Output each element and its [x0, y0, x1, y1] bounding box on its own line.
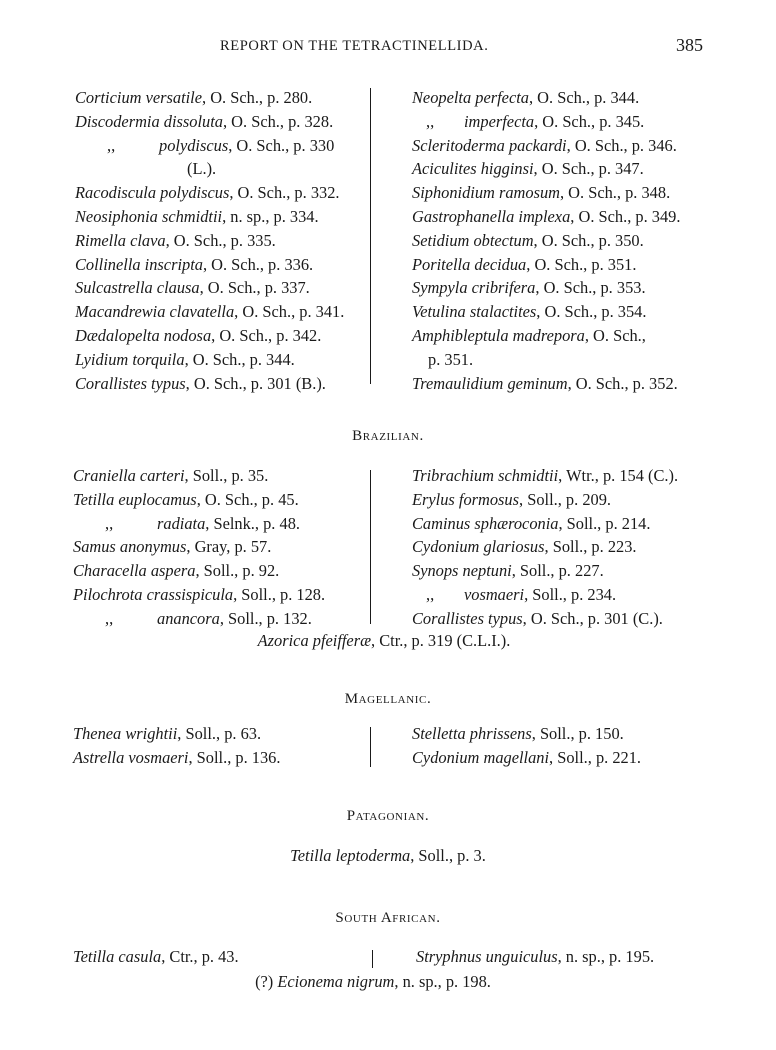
species-reference: , Soll., p. 63.: [177, 724, 262, 743]
species-reference: , O. Sch., p. 301 (B.).: [185, 373, 326, 393]
species-name: Gastrophanella implexa: [412, 206, 571, 226]
species-reference: , O. Sch.,: [584, 325, 646, 345]
index-entry: [75, 181, 375, 205]
species-reference: , O. Sch., p. 349.: [570, 206, 681, 226]
species-name: Lyidium torquila: [75, 349, 185, 369]
ditto-mark: ,,: [107, 135, 116, 155]
ditto-mark: ,,: [105, 608, 114, 628]
index-entry: [412, 372, 722, 396]
species-reference: , Soll., p. 136.: [188, 747, 281, 767]
species-reference: , Soll., p. 234.: [524, 584, 617, 604]
query-prefix: (?): [255, 972, 278, 991]
species-name: Cydonium glariosus: [412, 537, 545, 557]
species-reference: , Soll., p. 214.: [558, 513, 651, 533]
index-entry: [75, 205, 375, 229]
species-name: Corallistes typus: [75, 373, 186, 393]
species-reference: , Soll., p. 227.: [511, 561, 604, 581]
index-entry: [412, 110, 722, 134]
index-entry: [412, 559, 732, 583]
species-reference: , O. Sch., p. 347.: [533, 159, 644, 179]
index-entry: [75, 86, 375, 110]
brazilian-right-column: [412, 464, 732, 631]
species-name: Collinella inscripta: [75, 254, 203, 274]
species-name: Cydonium magellani: [412, 747, 550, 767]
magellanic-right-column: [412, 722, 712, 770]
section-heading-patagonian: Patagonian.: [346, 808, 430, 824]
species-name: vosmaeri: [464, 584, 525, 604]
index-entry: [73, 535, 373, 559]
index-entry: [412, 134, 722, 158]
species-reference: , Ctr., p. 319 (C.L.I.).: [371, 631, 511, 650]
species-name: Tetilla euplocamus: [73, 489, 197, 509]
index-entry: [412, 348, 722, 372]
index-entry: [73, 722, 373, 746]
species-name: Synops neptuni: [412, 561, 512, 581]
index-entry: [412, 722, 712, 746]
species-reference: , O. Sch., p. 346.: [566, 135, 677, 155]
index-entry: [73, 559, 373, 583]
section-heading-magellanic: Magellanic.: [344, 691, 432, 707]
species-reference: , O. Sch., p. 45.: [196, 489, 299, 509]
species-name: Dædalopelta nodosa: [75, 325, 212, 345]
species-reference: , Soll., p. 221.: [549, 747, 642, 767]
page-header: [0, 35, 776, 60]
ditto-mark: ,,: [426, 584, 435, 604]
section-heading-brazilian: Brazilian.: [352, 428, 424, 444]
index-entry: [75, 372, 375, 396]
species-name: Aciculites higginsi: [412, 159, 534, 179]
species-reference: , Selnk., p. 48.: [205, 513, 300, 533]
species-reference: , Ctr., p. 43.: [161, 947, 239, 966]
species-reference: , O. Sch., p. 280.: [202, 88, 313, 107]
index-entry: [412, 535, 732, 559]
index-entry: [73, 464, 373, 488]
index-entry: [412, 205, 722, 229]
species-name: Stelletta phrissens: [412, 724, 532, 743]
index-entry: [75, 253, 375, 277]
index-entry: [412, 300, 722, 324]
index-entry: [412, 253, 722, 277]
index-entry: [75, 348, 375, 372]
species-reference: , O. Sch., p. 336.: [202, 254, 314, 274]
species-name: Thenea wrightii: [73, 724, 178, 743]
species-reference: , n. sp., p. 195.: [557, 947, 655, 966]
species-reference: , O. Sch., p. 330: [228, 135, 335, 155]
species-reference: , O. Sch., p. 354.: [536, 302, 647, 322]
species-name: Azorica pfeifferæ: [257, 631, 372, 650]
column-divider: [370, 470, 371, 624]
species-reference: , n. sp., p. 198.: [394, 972, 491, 991]
index-entry: [73, 512, 373, 536]
ditto-mark: ,,: [105, 513, 114, 533]
species-reference: , O. Sch., p. 341.: [234, 302, 345, 322]
species-reference: , Wtr., p. 154 (C.).: [558, 466, 679, 485]
species-name: polydiscus: [159, 135, 229, 155]
brazilian-centered-entry: [0, 629, 772, 653]
entry-continuation: (L.).: [187, 159, 217, 179]
brazilian-left-column: [73, 464, 373, 631]
index-entry: [73, 488, 373, 512]
index-entry: [412, 488, 732, 512]
species-name: Rimella clava: [75, 230, 166, 250]
ditto-mark: ,,: [426, 111, 435, 131]
index-entry: [412, 157, 722, 181]
column-divider: [370, 88, 371, 384]
species-name: Corallistes typus: [412, 608, 523, 628]
species-reference: , Soll., p. 223.: [544, 537, 637, 557]
species-reference: , Soll., p. 132.: [219, 608, 312, 628]
species-name: anancora: [157, 608, 220, 628]
species-name: Tetilla casula: [73, 947, 162, 966]
species-name: Caminus sphæroconia: [412, 513, 559, 533]
species-name: Neosiphonia schmidtii: [75, 206, 223, 226]
index-entry: [75, 300, 375, 324]
south-african-centered-entry: [0, 970, 761, 994]
species-name: radiata: [157, 513, 206, 533]
species-name: Tribrachium schmidtii: [412, 466, 559, 485]
species-name: Racodiscula polydiscus: [75, 183, 230, 203]
index-entry: [75, 229, 375, 253]
species-name: Corticium versatile: [75, 88, 203, 107]
species-name: Pilochrota crassispicula: [73, 584, 234, 604]
index-entry: [412, 746, 712, 770]
species-reference: , Soll., p. 92.: [195, 561, 280, 581]
patagonian-centered-entry: [0, 844, 776, 868]
magellanic-left-column: [73, 722, 373, 770]
species-reference: , Soll., p. 128.: [233, 584, 326, 604]
south-african-right-entry: [416, 945, 716, 969]
index-entry: [75, 110, 375, 134]
index-entry: [75, 324, 375, 348]
species-reference: , Gray, p. 57.: [186, 537, 272, 557]
species-name: Erylus formosus: [412, 489, 520, 509]
species-reference: , O. Sch., p. 348.: [559, 183, 671, 203]
top-right-column: [412, 86, 722, 395]
index-entry: [73, 583, 373, 607]
species-name: Tremaulidium geminum: [412, 373, 568, 393]
species-name: Characella aspera: [73, 561, 196, 581]
index-entry: [412, 464, 732, 488]
species-name: Siphonidium ramosum: [412, 183, 560, 203]
species-name: Amphibleptula madrepora: [412, 325, 585, 345]
page-number: 385: [676, 35, 703, 55]
species-reference: , O. Sch., p. 351.: [526, 254, 637, 274]
species-name: Discodermia dissoluta: [75, 111, 223, 131]
section-heading-south-african: South African.: [335, 910, 441, 926]
species-reference: , O. Sch., p. 301 (C.).: [522, 608, 663, 628]
species-name: imperfecta: [464, 111, 535, 131]
species-reference: , O. Sch., p. 353.: [535, 278, 646, 298]
index-entry: [75, 134, 375, 158]
species-reference: , Soll., p. 3.: [410, 846, 486, 865]
species-name: Sympyla cribrifera: [412, 278, 536, 298]
column-divider: [370, 727, 371, 767]
index-entry: [412, 583, 732, 607]
index-entry: [412, 512, 732, 536]
index-entry: [75, 157, 375, 181]
species-reference: , O. Sch., p. 344.: [528, 88, 640, 107]
index-entry: [73, 746, 373, 770]
species-name: Craniella carteri: [73, 466, 185, 485]
index-entry: [412, 324, 722, 348]
top-left-column: [75, 86, 375, 395]
entry-continuation: p. 351.: [428, 349, 474, 369]
running-title: REPORT ON THE TETRACTINELLIDA.: [220, 38, 489, 54]
species-name: Setidium obtectum: [412, 230, 534, 250]
species-name: Macandrewia clavatella: [75, 302, 235, 322]
species-reference: , O. Sch., p. 342.: [211, 325, 322, 345]
species-name: Scleritoderma packardi: [412, 135, 567, 155]
species-reference: , n. sp., p. 334.: [222, 206, 319, 226]
species-name: Ecionema nigrum: [277, 972, 395, 991]
index-entry: [73, 607, 373, 631]
index-entry: [412, 229, 722, 253]
species-reference: , O. Sch., p. 350.: [533, 230, 644, 250]
species-reference: , Soll., p. 150.: [531, 724, 624, 743]
species-reference: , O. Sch., p. 335.: [165, 230, 276, 250]
species-reference: , O. Sch., p. 337.: [199, 278, 310, 298]
species-name: Astrella vosmaeri: [73, 747, 189, 767]
index-entry: [75, 276, 375, 300]
species-name: Poritella decidua: [412, 254, 527, 274]
index-entry: [412, 181, 722, 205]
species-name: Stryphnus unguiculus: [416, 947, 558, 966]
index-entry: [412, 276, 722, 300]
south-african-left-entry: [73, 945, 373, 969]
species-reference: , O. Sch., p. 332.: [229, 183, 340, 203]
species-reference: , O. Sch., p. 345.: [534, 111, 645, 131]
species-name: Sulcastrella clausa: [75, 278, 200, 298]
species-name: Vetulina stalactites: [412, 302, 537, 322]
column-divider: [372, 950, 373, 968]
species-name: Neopelta perfecta: [412, 88, 529, 107]
species-name: Tetilla leptoderma: [290, 846, 411, 865]
index-entry: [412, 86, 722, 110]
index-entry: [412, 607, 732, 631]
species-reference: , Soll., p. 209.: [519, 489, 611, 509]
species-reference: , O. Sch., p. 352.: [567, 373, 678, 393]
species-reference: , Soll., p. 35.: [184, 466, 269, 485]
species-reference: , O. Sch., p. 344.: [184, 349, 295, 369]
species-reference: , O. Sch., p. 328.: [222, 111, 334, 131]
species-name: Samus anonymus: [73, 537, 187, 557]
